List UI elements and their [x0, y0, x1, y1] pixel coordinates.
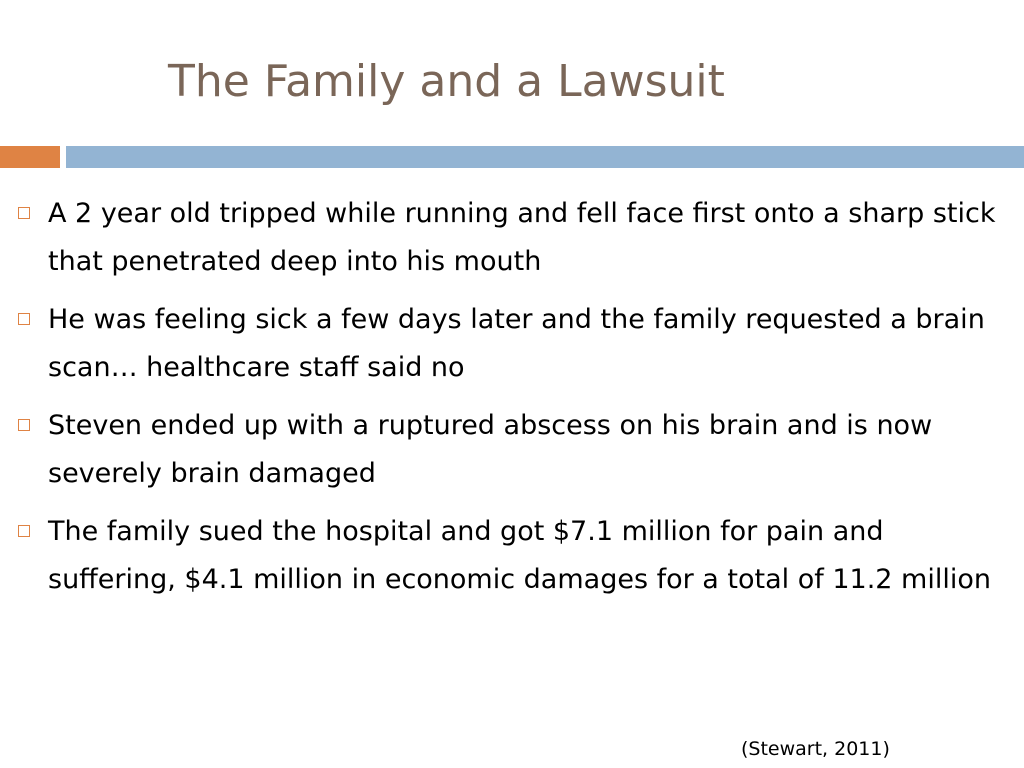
bullet-text: He was feeling sick a few days later and the family requested a brain scan… healthcare staff said no — [48, 304, 985, 383]
bullet-text: Steven ended up with a ruptured abscess on his brain and is now severely brain damaged — [48, 410, 933, 489]
bullet-item — [14, 402, 1004, 498]
bullet-text: The family sued the hospital and got $7.1 million for pain and suffering, $4.1 million in economic damages for a total of 11.2 million — [48, 516, 991, 595]
hollow-square-bullet-icon — [18, 207, 30, 219]
accent-bar-blue — [66, 146, 1024, 168]
citation: (Stewart, 2011) — [741, 738, 890, 760]
bullet-list — [14, 190, 1004, 614]
bullet-item — [14, 508, 1004, 604]
slide-title: The Family and a Lawsuit — [168, 56, 725, 107]
accent-bar-orange — [0, 146, 60, 168]
bullet-text: A 2 year old tripped while running and fell face first onto a sharp stick that penetrated deep into his mouth — [48, 198, 996, 277]
hollow-square-bullet-icon — [18, 313, 30, 325]
hollow-square-bullet-icon — [18, 419, 30, 431]
bullet-item — [14, 296, 1004, 392]
bullet-item — [14, 190, 1004, 286]
hollow-square-bullet-icon — [18, 525, 30, 537]
